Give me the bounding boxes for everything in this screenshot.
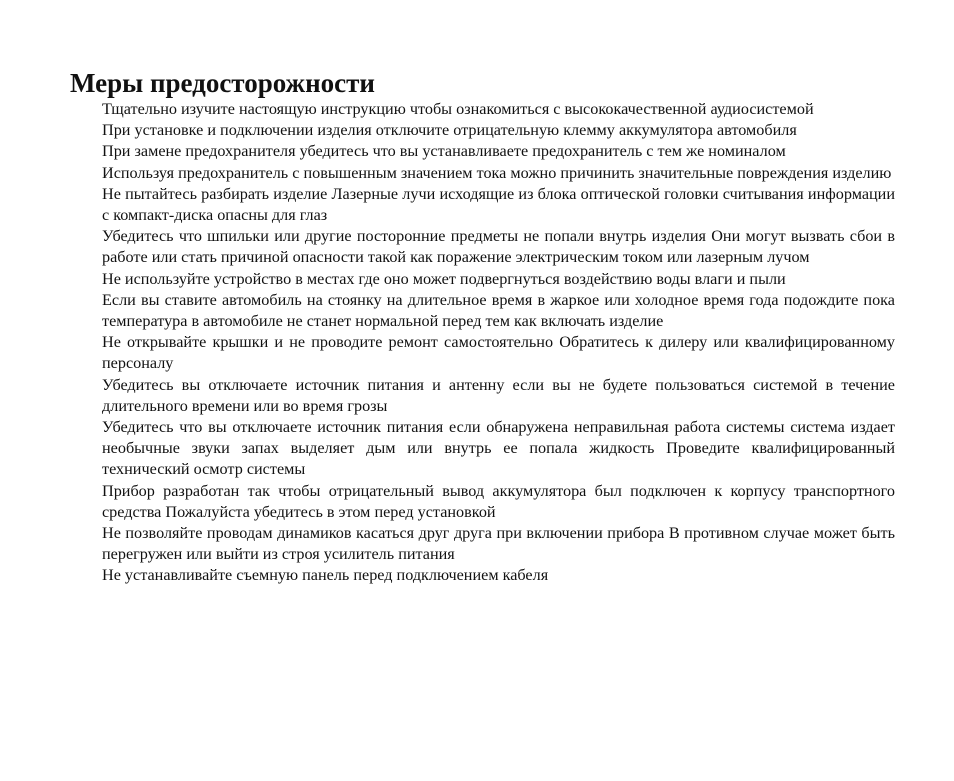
- precaution-item: [102, 375, 895, 417]
- precaution-text: Не используйте устройство в местах где оно может подвергнуться воздействию воды влаги и пыли: [102, 269, 786, 288]
- precaution-text: При замене предохранителя убедитесь что вы устанавливаете предохранитель с тем же номиналом: [102, 142, 786, 161]
- precaution-text: Прибор разработан так чтобы отрицательный вывод аккумулятора был подключен к корпусу транспортного средства Пожалуйста убедитесь в этом перед установкой: [102, 481, 895, 521]
- precaution-item: [102, 481, 895, 523]
- precaution-item: [102, 290, 895, 332]
- precaution-item: [102, 120, 895, 141]
- precaution-text: Убедитесь вы отключаете источник питания и антенну если вы не будете пользоваться системой в течение длительного времени или во время грозы: [102, 375, 895, 415]
- precaution-item: [102, 332, 895, 374]
- precaution-text: Убедитесь что шпильки или другие посторонние предметы не попали внутрь изделия Они могут вызвать сбои в работе или стать причиной опасности такой как поражение электрическим током или лазерным лучом: [102, 227, 895, 267]
- precaution-text: Убедитесь что вы отключаете источник питания если обнаружена неправильная работа системы система издает необычные звуки запах выделяет дым или внутрь ее попала жидкость Проведите квалифицированный технический осмотр системы: [102, 418, 895, 479]
- precautions-list: [102, 99, 895, 587]
- precaution-item: [102, 141, 895, 162]
- precaution-item: [102, 99, 895, 120]
- page-title: Меры предосторожности: [70, 68, 375, 98]
- precaution-text: Тщательно изучите настоящую инструкцию чтобы ознакомиться с высококачественной аудиосистемой: [102, 100, 814, 118]
- precaution-item: [102, 523, 895, 565]
- precaution-item: [102, 163, 895, 184]
- precaution-item: [102, 417, 895, 481]
- precaution-item: [102, 226, 895, 268]
- precaution-text: Используя предохранитель с повышенным значением тока можно причинить значительные повреждения изделию: [102, 163, 892, 182]
- precaution-text: Не устанавливайте съемную панель перед подключением кабеля: [102, 566, 549, 585]
- precaution-item: [102, 269, 895, 290]
- precaution-item: [102, 184, 895, 226]
- precaution-item: [102, 565, 895, 586]
- precaution-text: Не пытайтесь разбирать изделие Лазерные лучи исходящие из блока оптической головки считывания информации с компакт-диска опасны для глаз: [102, 184, 895, 225]
- precaution-text: Не открывайте крышки и не проводите ремонт самостоятельно Обратитесь к дилеру или квалифицированному персоналу: [102, 333, 895, 373]
- precaution-text: При установке и подключении изделия отключите отрицательную клемму аккумулятора автомобиля: [102, 121, 797, 140]
- precaution-text: Если вы ставите автомобиль на стоянку на длительное время в жаркое или холодное время года подождите пока температура в автомобиле не станет нормальной перед тем как включать изделие: [102, 290, 895, 331]
- precaution-text: Не позволяйте проводам динамиков касаться друг друга при включении прибора В противном случае может быть перегружен или выйти из строя усилитель питания: [102, 524, 895, 564]
